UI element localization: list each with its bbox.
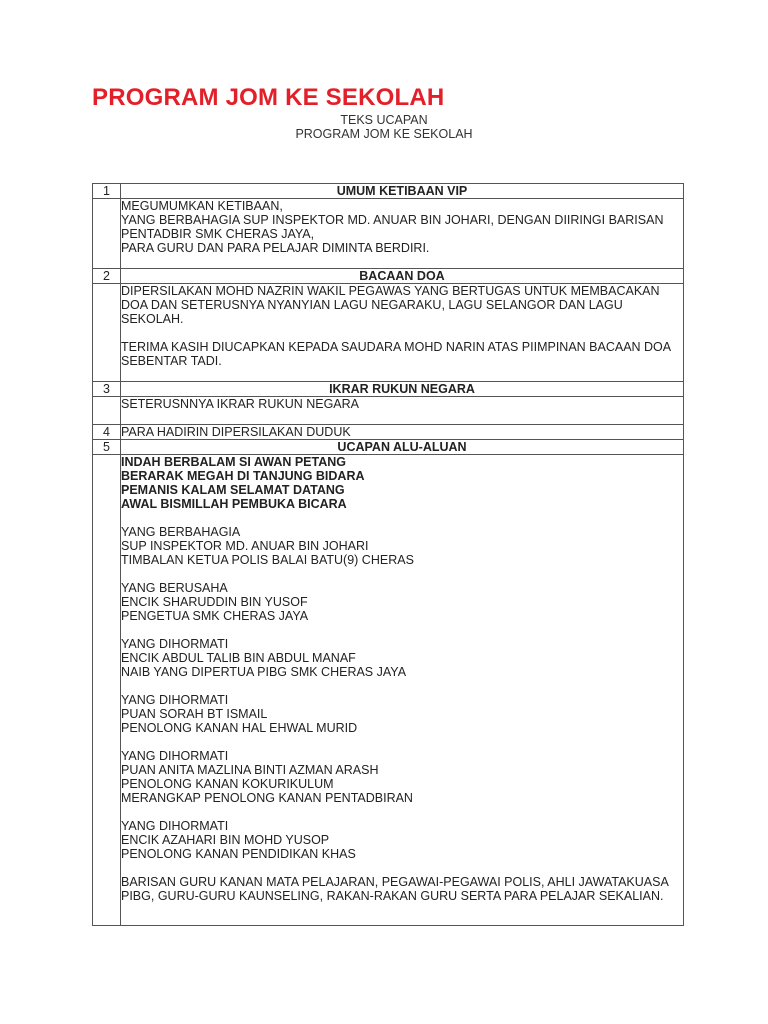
section-content: PARA HADIRIN DIPERSILAKAN DUDUK — [121, 425, 684, 440]
greeting-line: ENCIK ABDUL TALIB BIN ABDUL MANAF — [121, 651, 356, 665]
greeting-block — [121, 525, 683, 567]
pantun-line: PEMANIS KALAM SELAMAT DATANG — [121, 483, 345, 497]
greeting-line: YANG DIHORMATI — [121, 637, 229, 651]
pantun-line: AWAL BISMILLAH PEMBUKA BICARA — [121, 497, 347, 511]
section-row — [93, 425, 684, 440]
section-content — [121, 455, 684, 926]
greeting-block — [121, 749, 683, 805]
section-heading: BACAAN DOA — [121, 269, 684, 284]
greeting-block — [121, 581, 683, 623]
greeting-block — [121, 819, 683, 861]
section-heading: UCAPAN ALU-ALUAN — [121, 440, 684, 455]
content-line: PARA GURU DAN PARA PELAJAR DIMINTA BERDIRI. — [121, 241, 430, 255]
section-heading-row — [93, 440, 684, 455]
greeting-line: PUAN SORAH BT ISMAIL — [121, 707, 268, 721]
section-heading-row — [93, 382, 684, 397]
section-content-row — [93, 397, 684, 425]
greeting-line: PENOLONG KANAN HAL EHWAL MURID — [121, 721, 358, 735]
section-content-row — [93, 455, 684, 926]
section-content-row — [93, 199, 684, 269]
document-subtitle-line2: PROGRAM JOM KE SEKOLAH — [295, 127, 473, 141]
section-content-row — [93, 284, 684, 382]
greeting-line: PENOLONG KANAN KOKURIKULUM — [121, 777, 334, 791]
greeting-line: ENCIK SHARUDDIN BIN YUSOF — [121, 595, 308, 609]
content-paragraph: TERIMA KASIH DIUCAPKAN KEPADA SAUDARA MOHD NARIN ATAS PIIMPINAN BACAAN DOA SEBENTAR TADI. — [121, 340, 671, 368]
section-content — [121, 284, 684, 382]
greeting-line: YANG DIHORMATI — [121, 749, 229, 763]
content-line: SETERUSNNYA IKRAR RUKUN NEGARA — [121, 397, 360, 411]
greeting-line: YANG BERUSAHA — [121, 581, 228, 595]
section-content — [121, 199, 684, 269]
closing-paragraph: BARISAN GURU KANAN MATA PELAJARAN, PEGAWAI-PEGAWAI POLIS, AHLI JAWATAKUASA PIBG, GURU-GURU KAUNSELING, RAKAN-RAKAN GURU SERTA PARA PELAJAR SEKALIAN. — [121, 875, 669, 903]
greeting-line: YANG BERBAHAGIA — [121, 525, 241, 539]
content-line: MEGUMUMKAN KETIBAAN, — [121, 199, 283, 213]
greeting-line: NAIB YANG DIPERTUA PIBG SMK CHERAS JAYA — [121, 665, 407, 679]
section-number: 2 — [93, 269, 121, 284]
greeting-line: MERANGKAP PENOLONG KANAN PENTADBIRAN — [121, 791, 413, 805]
greeting-line: TIMBALAN KETUA POLIS BALAI BATU(9) CHERAS — [121, 553, 414, 567]
document-subtitle-line1: TEKS UCAPAN — [340, 113, 428, 127]
content-paragraph: DIPERSILAKAN MOHD NAZRIN WAKIL PEGAWAS YANG BERTUGAS UNTUK MEMBACAKAN DOA DAN SETERUSNYA NYANYIAN LAGU NEGARAKU, LAGU SELANGOR DAN LAGU SEKOLAH. — [121, 284, 660, 326]
greeting-line: SUP INSPEKTOR MD. ANUAR BIN JOHARI — [121, 539, 369, 553]
greeting-line: PUAN ANITA MAZLINA BINTI AZMAN ARASH — [121, 763, 379, 777]
section-heading-row — [93, 184, 684, 199]
greeting-line: YANG DIHORMATI — [121, 693, 229, 707]
section-number: 4 — [93, 425, 121, 440]
greeting-block — [121, 637, 683, 679]
greeting-block — [121, 693, 683, 735]
document-title: PROGRAM JOM KE SEKOLAH — [92, 84, 445, 111]
pantun-line: INDAH BERBALAM SI AWAN PETANG — [121, 455, 346, 469]
section-number: 1 — [93, 184, 121, 199]
greeting-line: YANG DIHORMATI — [121, 819, 229, 833]
section-content — [121, 397, 684, 425]
greeting-line: ENCIK AZAHARI BIN MOHD YUSOP — [121, 833, 330, 847]
section-heading-row — [93, 269, 684, 284]
speech-script-table — [92, 183, 684, 926]
section-heading: UMUM KETIBAAN VIP — [121, 184, 684, 199]
content-line: YANG BERBAHAGIA SUP INSPEKTOR MD. ANUAR BIN JOHARI, DENGAN DIIRINGI BARISAN PENTADBIR SMK CHERAS JAYA, — [121, 213, 664, 241]
pantun-line: BERARAK MEGAH DI TANJUNG BIDARA — [121, 469, 365, 483]
section-heading: IKRAR RUKUN NEGARA — [121, 382, 684, 397]
greeting-line: PENOLONG KANAN PENDIDIKAN KHAS — [121, 847, 356, 861]
greeting-line: PENGETUA SMK CHERAS JAYA — [121, 609, 309, 623]
section-number: 3 — [93, 382, 121, 397]
section-number: 5 — [93, 440, 121, 455]
